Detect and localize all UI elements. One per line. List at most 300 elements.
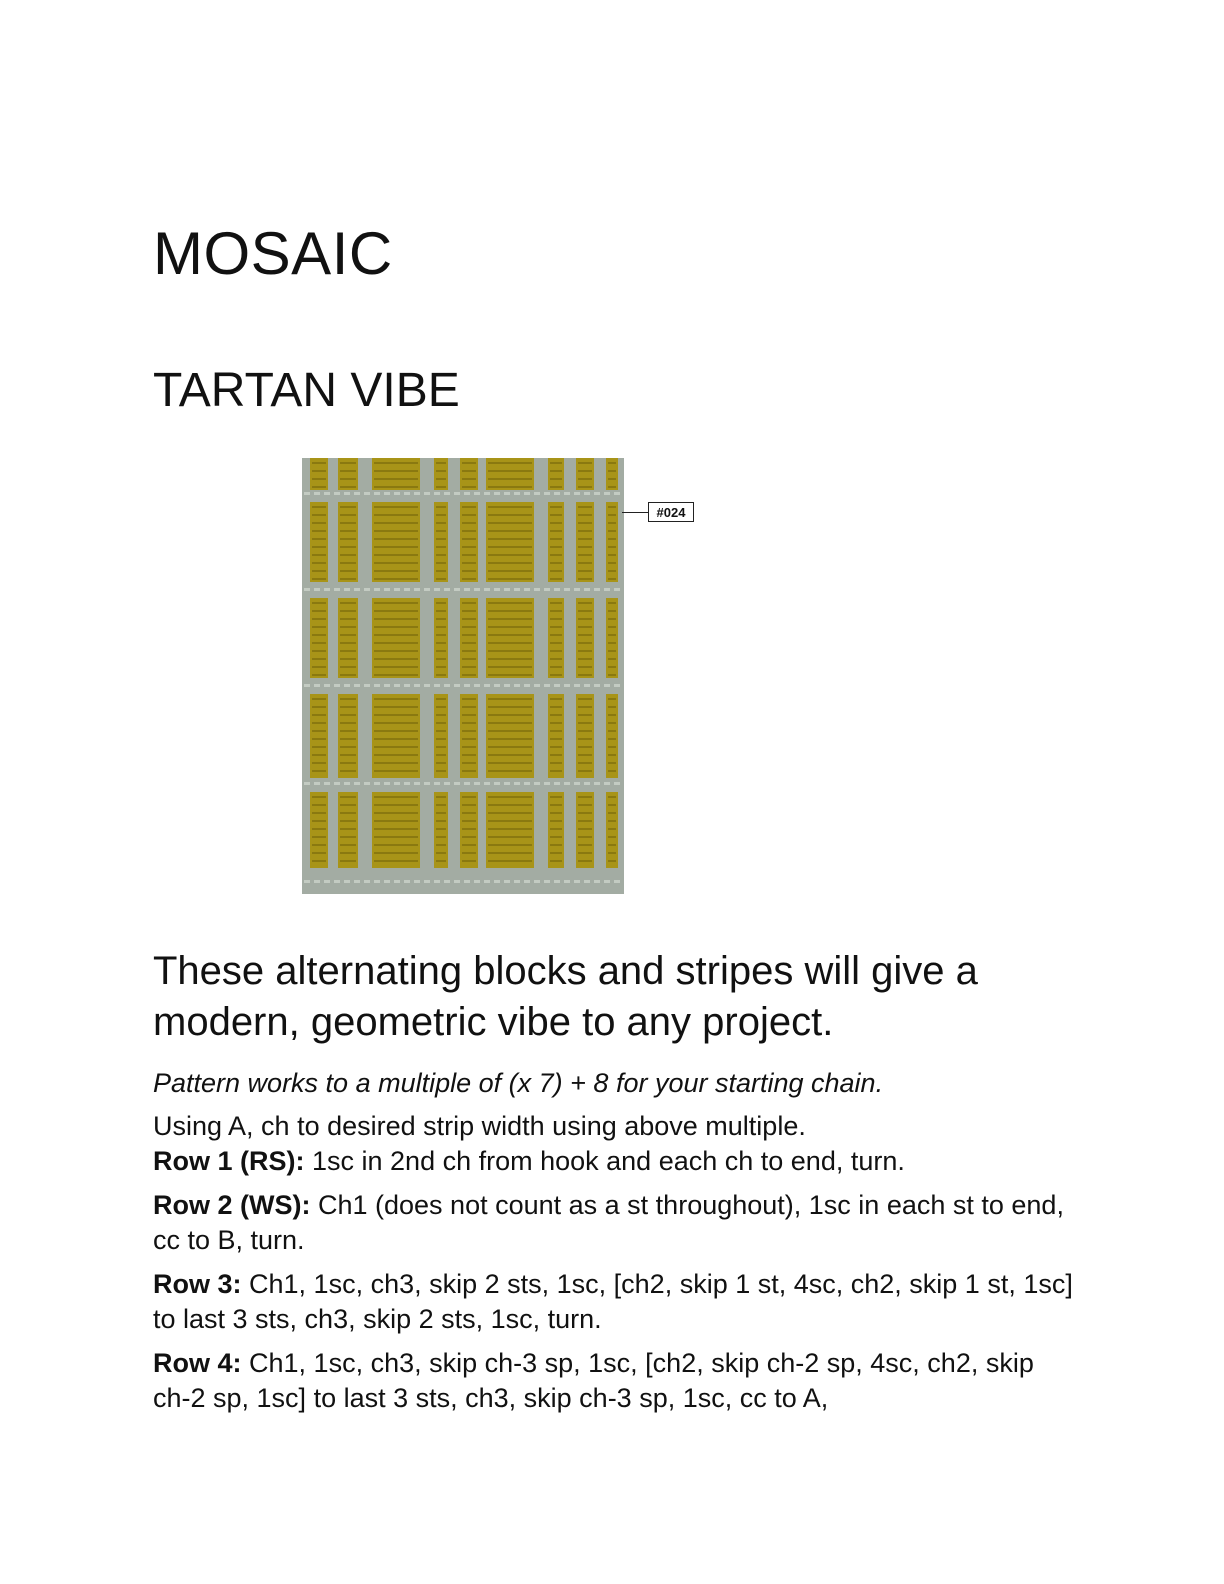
swatch-stitch-texture: [312, 578, 326, 580]
swatch-stitch-texture: [550, 538, 562, 540]
swatch-stitch-texture: [340, 820, 356, 822]
swatch-stitch-texture: [550, 754, 562, 756]
swatch-stitch-texture: [340, 554, 356, 556]
swatch-stitch-texture: [550, 626, 562, 628]
swatch-stitch-texture: [436, 478, 446, 480]
swatch-stitch-texture: [312, 852, 326, 854]
swatch-grey-stitch: [324, 782, 330, 785]
swatch-stitch-texture: [436, 860, 446, 862]
swatch-stitch-texture: [374, 674, 418, 676]
swatch-stitch-texture: [550, 546, 562, 548]
swatch-grey-stitch: [544, 782, 550, 785]
swatch-grey-stitch: [374, 684, 380, 687]
swatch-stitch-texture: [340, 666, 356, 668]
swatch-stitch-texture: [462, 658, 476, 660]
swatch-stitch-texture: [312, 804, 326, 806]
swatch-grey-stitch: [544, 880, 550, 883]
swatch-grey-stitch: [544, 588, 550, 591]
swatch-grey-stitch: [474, 782, 480, 785]
swatch-stitch-texture: [578, 698, 592, 700]
swatch-stitch-texture: [488, 506, 532, 508]
swatch-stitch-texture: [550, 470, 562, 472]
swatch-grey-stitch: [594, 782, 600, 785]
swatch-stitch-texture: [462, 796, 476, 798]
swatch-stitch-texture: [550, 746, 562, 748]
swatch-stitch-texture: [312, 478, 326, 480]
swatch-stitch-texture: [462, 546, 476, 548]
swatch-grey-stitch: [344, 684, 350, 687]
swatch-grey-stitch: [364, 684, 370, 687]
swatch-stitch-texture: [550, 836, 562, 838]
swatch-stitch-texture: [312, 762, 326, 764]
swatch-stitch-texture: [578, 714, 592, 716]
swatch-stitch-texture: [312, 698, 326, 700]
swatch-grey-stitch: [604, 880, 610, 883]
swatch-grey-stitch: [514, 880, 520, 883]
swatch-stitch-texture: [462, 470, 476, 472]
swatch-grey-stitch: [444, 782, 450, 785]
swatch-stitch-texture: [608, 770, 616, 772]
swatch-stitch-texture: [578, 618, 592, 620]
swatch-stitch-texture: [550, 828, 562, 830]
swatch-grey-stitch: [504, 492, 510, 495]
swatch-stitch-texture: [488, 538, 532, 540]
swatch-stitch-texture: [550, 844, 562, 846]
swatch-grey-stitch: [534, 684, 540, 687]
swatch-grey-stitch: [584, 588, 590, 591]
swatch-stitch-texture: [608, 746, 616, 748]
swatch-stitch-texture: [550, 486, 562, 488]
swatch-stitch-texture: [312, 530, 326, 532]
row-3-text: Ch1, 1sc, ch3, skip 2 sts, 1sc, [ch2, skip 1 st, 4sc, ch2, skip 1 st, 1sc] to last 3 sts, ch3, skip 2 sts, 1sc, turn.: [153, 1269, 1073, 1334]
swatch-stitch-texture: [608, 522, 616, 524]
swatch-stitch-texture: [488, 570, 532, 572]
swatch-stitch-texture: [374, 730, 418, 732]
row-3-label: Row 3:: [153, 1269, 242, 1299]
swatch-grey-stitch: [534, 880, 540, 883]
swatch-stitch-texture: [578, 836, 592, 838]
swatch-stitch-texture: [436, 506, 446, 508]
swatch-stitch-texture: [374, 514, 418, 516]
swatch-grey-stitch: [524, 684, 530, 687]
swatch-stitch-texture: [436, 770, 446, 772]
swatch-stitch-texture: [340, 610, 356, 612]
swatch-stitch-texture: [578, 796, 592, 798]
swatch-grey-stitch: [514, 588, 520, 591]
swatch-grey-stitch: [454, 880, 460, 883]
swatch-stitch-texture: [340, 530, 356, 532]
swatch-stitch-texture: [462, 804, 476, 806]
swatch-stitch-texture: [578, 642, 592, 644]
swatch-grey-stitch: [464, 684, 470, 687]
swatch-grey-stitch: [344, 492, 350, 495]
swatch-stitch-texture: [488, 804, 532, 806]
swatch-stitch-texture: [340, 714, 356, 716]
swatch-grey-stitch: [414, 782, 420, 785]
swatch-stitch-texture: [578, 626, 592, 628]
swatch-stitch-texture: [374, 602, 418, 604]
swatch-grey-stitch: [554, 684, 560, 687]
swatch-grey-stitch: [614, 684, 620, 687]
swatch-stitch-texture: [374, 770, 418, 772]
swatch-stitch-texture: [488, 762, 532, 764]
swatch-stitch-texture: [488, 706, 532, 708]
swatch-grey-stitch: [414, 492, 420, 495]
swatch-stitch-texture: [374, 554, 418, 556]
swatch-grey-stitch: [604, 492, 610, 495]
swatch-grey-stitch: [354, 782, 360, 785]
swatch-grey-stitch: [354, 492, 360, 495]
swatch-stitch-texture: [340, 634, 356, 636]
swatch-stitch-texture: [462, 844, 476, 846]
swatch-grey-stitch: [614, 588, 620, 591]
swatch-stitch-texture: [436, 796, 446, 798]
swatch-grey-stitch: [574, 684, 580, 687]
swatch-stitch-texture: [462, 828, 476, 830]
swatch-grey-stitch: [524, 880, 530, 883]
swatch-stitch-texture: [462, 762, 476, 764]
swatch-stitch-texture: [340, 658, 356, 660]
row-2-instruction: [153, 1188, 1073, 1258]
swatch-stitch-texture: [550, 650, 562, 652]
swatch-grey-stitch: [334, 880, 340, 883]
swatch-stitch-texture: [488, 618, 532, 620]
swatch-stitch-texture: [578, 546, 592, 548]
swatch-grey-stitch: [304, 492, 310, 495]
swatch-stitch-texture: [436, 828, 446, 830]
swatch-stitch-texture: [436, 674, 446, 676]
swatch-stitch-texture: [312, 658, 326, 660]
swatch-stitch-texture: [578, 478, 592, 480]
swatch-stitch-texture: [488, 860, 532, 862]
swatch-stitch-texture: [550, 562, 562, 564]
swatch-stitch-texture: [488, 470, 532, 472]
row-3-instruction: [153, 1267, 1073, 1337]
swatch-grey-stitch: [504, 880, 510, 883]
swatch-stitch-texture: [462, 860, 476, 862]
swatch-grey-stitch: [414, 588, 420, 591]
swatch-grey-stitch: [414, 684, 420, 687]
swatch-stitch-texture: [608, 804, 616, 806]
swatch-grey-stitch: [504, 684, 510, 687]
swatch-stitch-texture: [608, 602, 616, 604]
swatch-grey-stitch: [444, 880, 450, 883]
swatch-grey-stitch: [454, 684, 460, 687]
swatch-grey-stitch: [474, 492, 480, 495]
swatch-grey-stitch: [604, 588, 610, 591]
swatch-grey-stitch: [554, 588, 560, 591]
swatch-grey-stitch: [424, 782, 430, 785]
swatch-stitch-texture: [340, 626, 356, 628]
swatch-stitch-texture: [374, 506, 418, 508]
swatch-stitch-texture: [578, 738, 592, 740]
swatch-stitch-texture: [436, 762, 446, 764]
row-4-instruction: [153, 1346, 1073, 1416]
swatch-stitch-texture: [462, 746, 476, 748]
swatch-stitch-texture: [608, 836, 616, 838]
swatch-stitch-texture: [340, 754, 356, 756]
swatch-stitch-texture: [340, 522, 356, 524]
swatch-stitch-texture: [436, 610, 446, 612]
swatch-stitch-texture: [550, 674, 562, 676]
swatch-grey-stitch: [464, 880, 470, 883]
swatch-stitch-texture: [374, 486, 418, 488]
swatch-stitch-texture: [488, 626, 532, 628]
swatch-grey-stitch: [324, 880, 330, 883]
swatch-stitch-texture: [374, 714, 418, 716]
swatch-stitch-texture: [488, 754, 532, 756]
swatch-stitch-texture: [608, 754, 616, 756]
swatch-stitch-texture: [340, 738, 356, 740]
swatch-stitch-texture: [608, 650, 616, 652]
swatch-grey-stitch: [314, 588, 320, 591]
swatch-stitch-texture: [462, 626, 476, 628]
swatch-grey-stitch: [404, 684, 410, 687]
swatch-stitch-texture: [608, 666, 616, 668]
swatch-stitch-texture: [436, 722, 446, 724]
swatch-grey-stitch: [444, 684, 450, 687]
swatch-stitch-texture: [436, 562, 446, 564]
swatch-stitch-texture: [550, 762, 562, 764]
swatch-stitch-texture: [436, 578, 446, 580]
swatch-stitch-texture: [550, 478, 562, 480]
swatch-stitch-texture: [608, 852, 616, 854]
row-2-label: Row 2 (WS):: [153, 1190, 311, 1220]
swatch-stitch-texture: [578, 762, 592, 764]
swatch-stitch-texture: [312, 514, 326, 516]
swatch-stitch-texture: [578, 514, 592, 516]
swatch-stitch-texture: [488, 530, 532, 532]
swatch-stitch-texture: [550, 666, 562, 668]
swatch-stitch-texture: [488, 650, 532, 652]
row-2-text: Ch1 (does not count as a st throughout), 1sc in each st to end, cc to B, turn.: [153, 1190, 1064, 1255]
swatch-stitch-texture: [462, 714, 476, 716]
swatch-grey-stitch: [334, 588, 340, 591]
swatch-stitch-texture: [436, 714, 446, 716]
swatch-image: [296, 456, 636, 904]
swatch-grey-stitch: [324, 492, 330, 495]
swatch-stitch-texture: [578, 538, 592, 540]
swatch-grey-stitch: [494, 782, 500, 785]
swatch-stitch-texture: [608, 674, 616, 676]
swatch-grey-stitch: [314, 782, 320, 785]
swatch-stitch-texture: [608, 738, 616, 740]
swatch-grey-stitch: [474, 684, 480, 687]
swatch-stitch-texture: [436, 626, 446, 628]
swatch-stitch-texture: [462, 538, 476, 540]
swatch-stitch-texture: [550, 796, 562, 798]
swatch-stitch-texture: [488, 674, 532, 676]
swatch-grey-stitch: [464, 588, 470, 591]
swatch-stitch-texture: [312, 796, 326, 798]
swatch-grey-stitch: [384, 782, 390, 785]
swatch-stitch-texture: [488, 812, 532, 814]
swatch-grey-stitch: [614, 492, 620, 495]
swatch-stitch-texture: [312, 554, 326, 556]
swatch-stitch-texture: [374, 634, 418, 636]
swatch-stitch-texture: [436, 546, 446, 548]
swatch-label-leader: [622, 512, 648, 513]
swatch-stitch-texture: [436, 698, 446, 700]
swatch-stitch-texture: [462, 852, 476, 854]
swatch-grey-stitch: [424, 684, 430, 687]
swatch-stitch-texture: [374, 666, 418, 668]
swatch-stitch-texture: [608, 486, 616, 488]
swatch-stitch-texture: [608, 812, 616, 814]
swatch-grey-stitch: [314, 880, 320, 883]
swatch-stitch-texture: [436, 602, 446, 604]
swatch-number-label: #024: [648, 502, 694, 522]
swatch-stitch-texture: [340, 642, 356, 644]
swatch-stitch-texture: [340, 828, 356, 830]
swatch-stitch-texture: [608, 698, 616, 700]
swatch-stitch-texture: [550, 730, 562, 732]
swatch-stitch-texture: [578, 570, 592, 572]
swatch-grey-stitch: [374, 492, 380, 495]
swatch-stitch-texture: [462, 462, 476, 464]
swatch-grey-stitch: [564, 492, 570, 495]
swatch-stitch-texture: [312, 730, 326, 732]
swatch-stitch-texture: [374, 812, 418, 814]
swatch-grey-stitch: [464, 492, 470, 495]
swatch-stitch-texture: [374, 478, 418, 480]
swatch-stitch-texture: [340, 844, 356, 846]
swatch-stitch-texture: [312, 650, 326, 652]
swatch-grey-stitch: [594, 492, 600, 495]
swatch-stitch-texture: [608, 714, 616, 716]
swatch-grey-stitch: [314, 492, 320, 495]
swatch-grey-stitch: [394, 880, 400, 883]
swatch-grey-stitch: [484, 492, 490, 495]
swatch-stitch-texture: [550, 610, 562, 612]
swatch-grey-stitch: [554, 492, 560, 495]
swatch-stitch-texture: [340, 796, 356, 798]
swatch-stitch-texture: [578, 754, 592, 756]
swatch-grey-stitch: [484, 588, 490, 591]
swatch-stitch-texture: [340, 578, 356, 580]
swatch-grey-stitch: [594, 588, 600, 591]
swatch-stitch-texture: [608, 828, 616, 830]
swatch-stitch-texture: [578, 722, 592, 724]
swatch-grey-stitch: [434, 782, 440, 785]
swatch-stitch-texture: [462, 650, 476, 652]
swatch-grey-stitch: [404, 880, 410, 883]
swatch-stitch-texture: [340, 562, 356, 564]
swatch-stitch-texture: [340, 462, 356, 464]
row-4-text: Ch1, 1sc, ch3, skip ch-3 sp, 1sc, [ch2, skip ch-2 sp, 4sc, ch2, skip ch-2 sp, 1sc] to last 3 sts, ch3, skip ch-3 sp, 1sc, cc to A,: [153, 1348, 1034, 1413]
swatch-stitch-texture: [578, 554, 592, 556]
swatch-stitch-texture: [312, 506, 326, 508]
swatch-grey-stitch: [404, 588, 410, 591]
swatch-grey-stitch: [374, 782, 380, 785]
swatch-stitch-texture: [374, 658, 418, 660]
swatch-stitch-texture: [578, 666, 592, 668]
swatch-stitch-texture: [340, 860, 356, 862]
swatch-stitch-texture: [578, 610, 592, 612]
swatch-stitch-texture: [340, 674, 356, 676]
swatch-grey-stitch: [514, 684, 520, 687]
swatch-stitch-texture: [488, 642, 532, 644]
swatch-stitch-texture: [550, 554, 562, 556]
swatch-stitch-texture: [340, 650, 356, 652]
swatch-stitch-texture: [578, 486, 592, 488]
swatch-stitch-texture: [578, 562, 592, 564]
swatch-stitch-texture: [488, 746, 532, 748]
swatch-stitch-texture: [608, 506, 616, 508]
swatch-stitch-texture: [436, 666, 446, 668]
swatch-stitch-texture: [462, 770, 476, 772]
swatch-stitch-texture: [488, 562, 532, 564]
swatch-stitch-texture: [462, 618, 476, 620]
swatch-grey-stitch: [344, 880, 350, 883]
swatch-stitch-texture: [462, 610, 476, 612]
swatch-stitch-texture: [374, 860, 418, 862]
swatch-stitch-texture: [550, 698, 562, 700]
swatch-stitch-texture: [340, 470, 356, 472]
swatch-stitch-texture: [608, 562, 616, 564]
swatch-stitch-texture: [608, 626, 616, 628]
swatch-grey-stitch: [304, 880, 310, 883]
swatch-stitch-texture: [436, 754, 446, 756]
swatch-grey-stitch: [524, 782, 530, 785]
swatch-stitch-texture: [436, 820, 446, 822]
swatch-grey-stitch: [494, 492, 500, 495]
swatch-grey-stitch: [544, 492, 550, 495]
swatch-stitch-texture: [340, 812, 356, 814]
swatch-stitch-texture: [374, 546, 418, 548]
swatch-stitch-texture: [374, 746, 418, 748]
multiple-note: Pattern works to a multiple of (x 7) + 8 for your starting chain.: [153, 1068, 884, 1098]
swatch-grey-stitch: [614, 880, 620, 883]
swatch-grey-stitch: [564, 782, 570, 785]
swatch-grey-stitch: [364, 492, 370, 495]
swatch-grey-stitch: [524, 492, 530, 495]
swatch-stitch-texture: [436, 554, 446, 556]
swatch-grey-stitch: [354, 588, 360, 591]
swatch-stitch-texture: [608, 642, 616, 644]
swatch-stitch-texture: [312, 820, 326, 822]
swatch-stitch-texture: [608, 658, 616, 660]
swatch-grey-stitch: [374, 880, 380, 883]
swatch-stitch-texture: [488, 836, 532, 838]
swatch-grey-stitch: [514, 782, 520, 785]
swatch-stitch-texture: [462, 486, 476, 488]
swatch-stitch-texture: [312, 836, 326, 838]
swatch-stitch-texture: [550, 514, 562, 516]
swatch-grey-stitch: [334, 492, 340, 495]
swatch-stitch-texture: [578, 578, 592, 580]
swatch-grey-stitch: [574, 492, 580, 495]
swatch-stitch-texture: [374, 626, 418, 628]
swatch-stitch-texture: [312, 546, 326, 548]
swatch-stitch-texture: [608, 722, 616, 724]
swatch-stitch-texture: [488, 828, 532, 830]
swatch-stitch-texture: [550, 522, 562, 524]
swatch-stitch-texture: [578, 804, 592, 806]
swatch-stitch-texture: [374, 470, 418, 472]
swatch-stitch-texture: [312, 770, 326, 772]
swatch-stitch-texture: [462, 836, 476, 838]
swatch-stitch-texture: [340, 478, 356, 480]
swatch-stitch-texture: [312, 486, 326, 488]
swatch-stitch-texture: [608, 618, 616, 620]
swatch-stitch-texture: [550, 602, 562, 604]
swatch-stitch-texture: [488, 486, 532, 488]
pattern-title: TARTAN VIBE: [153, 364, 460, 417]
swatch-grey-stitch: [434, 684, 440, 687]
swatch-stitch-texture: [374, 538, 418, 540]
swatch-stitch-texture: [462, 754, 476, 756]
